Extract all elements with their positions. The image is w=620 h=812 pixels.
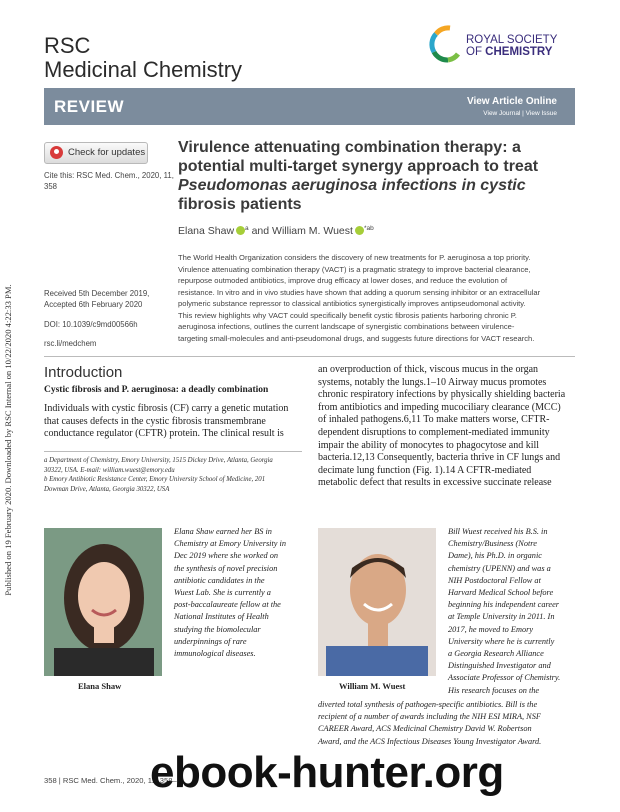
rsc-logo-icon bbox=[428, 24, 462, 64]
footnote-divider bbox=[44, 451, 302, 452]
article-title: Virulence attenuating combination therapy: a potential multi-target synergy approach to treat Pseudomonas aeruginosa infections in cystic fibrosis patients bbox=[178, 139, 539, 213]
author-caption: William M. Wuest bbox=[339, 681, 406, 691]
author-photo-elana-shaw bbox=[44, 528, 162, 676]
crossmark-icon bbox=[50, 146, 63, 159]
page-footer: 358 | RSC Med. Chem., 2020, 11, 358– bbox=[44, 776, 177, 785]
article-type-label: REVIEW bbox=[54, 97, 125, 116]
subsection-heading: Cystic fibrosis and P. aeruginosa: a deadly combination bbox=[44, 385, 269, 395]
portrait-image bbox=[318, 528, 436, 676]
journal-name[interactable]: RSC Medicinal Chemistry bbox=[44, 33, 243, 82]
journal-link[interactable]: rsc.li/medchem bbox=[44, 339, 97, 348]
author-bio-elana-shaw: Elana Shaw earned her BS in Chemistry at Emory University in Dec 2019 where she worked on the synthesis of novel precision antibiotic candidates in the Wuest Lab. She is currently a post-baccalaureate fellow at the National Institutes of Health studying the biomolecular underpinnings of rare immunological diseases. bbox=[174, 527, 286, 659]
body-text-right: an overproduction of thick, viscous mucus in the organ systems, notably the lungs.1–10 Airway mucus promotes chronic respiratory infections by physically shielding bacteria from antibiotics and impeding mucociliary clearance (MCC) of inhaled pathogens.6,11 To make matters worse, CFTR- dependent disruptions to complement-mediated immunity impair the ability of monocytes to phagocytose and kill bacteria.12,13 Consequently, bacteria thrive in CF lungs and decimate lung function (Fig. 1).14 A CFTR-mediated metabolic defect that results in excessive succinate release bbox=[318, 364, 566, 489]
watermark-text: ebook-hunter.org bbox=[150, 748, 504, 797]
rsc-logo-text: ROYAL SOCIETY OF CHEMISTRY bbox=[466, 34, 558, 58]
author-list: Elana Shaw $^a$ and William M. Wuest $^{*ab}$ bbox=[178, 225, 374, 237]
publication-stamp: Published on 19 February 2020. Downloaded by RSC Internal on 10/22/2020 4:22:33 PM. bbox=[3, 284, 13, 596]
affiliation-footnotes: a Department of Chemistry, Emory University, 1515 Dickey Drive, Atlanta, Georgia 30322, USA. E-mail: william.wuest@emory.edu b Emory Antibiotic Resistance Center, Emory University School of Medicine, 201 Dowman Drive, Atlanta, Georgia 30322, USA bbox=[44, 457, 273, 493]
doi[interactable]: DOI: 10.1039/c9md00566h bbox=[44, 320, 138, 329]
journal-issue-links[interactable]: View Journal | View Issue bbox=[483, 110, 557, 117]
divider bbox=[44, 356, 575, 357]
received-accepted-dates: Received 5th December 2019, Accepted 6th February 2020 bbox=[44, 289, 150, 309]
orcid-icon[interactable] bbox=[236, 226, 245, 235]
orcid-icon[interactable] bbox=[355, 226, 364, 235]
article-type-banner bbox=[44, 88, 575, 125]
check-for-updates-button[interactable]: Check for updates bbox=[44, 142, 148, 164]
author-bio-continued: diverted total synthesis of pathogen-specific antibiotics. Bill is the recipient of a number of awards including the NIH ESI MIRA, NSF CAREER Award, ACS Medicinal Chemistry David W. Robertson Award, and the ACS Infectious Diseases Young Investigator Award. bbox=[318, 700, 542, 746]
citation: Cite this: RSC Med. Chem., 2020, 11, 358 bbox=[44, 171, 174, 191]
author-photo-william-wuest bbox=[318, 528, 436, 676]
section-heading: Introduction bbox=[44, 364, 123, 381]
rsc-logo[interactable] bbox=[428, 24, 580, 68]
author-bio-william-wuest: Bill Wuest received his B.S. in Chemistry/Business (Notre Dame), his Ph.D. in organic chemistry (UPENN) and was a NIH Postdoctoral Fellow at Harvard Medical School before beginning his independent career at Temple University in 2011. In 2017, he moved to Emory University where he is currently a Georgia Research Alliance Distinguished Investigator and Associate Professor of Chemistry. His research focuses on the bbox=[448, 527, 561, 695]
view-article-online-link[interactable]: View Article Online bbox=[466, 96, 557, 107]
author-caption: Elana Shaw bbox=[78, 681, 122, 691]
body-text-left: Individuals with cystic fibrosis (CF) carry a genetic mutation that causes defects in the cystic fibrosis transmembrane conductance regulator (CFTR) protein. The clinical result is bbox=[44, 403, 289, 440]
abstract: The World Health Organization considers the discovery of new treatments for P. aeruginosa a top priority. Virulence attenuating combination therapy (VACT) is a pragmatic strategy to improve bacterial clearance, repurpose outmoded antibiotics, improve drug efficacy at lower doses, and reduce the evolution of resistance. In vitro and in vivo studies have shown that adding a quorum sensing inhibitor or an extracellular polymeric substance repressor to classical antibiotics synergistically improves antipseudomonal activity. This review highlights why VACT could specifically benefit cystic fibrosis patients harboring chronic P. aeruginosa infections, outlines the current landscape of synergistic combinations between virulence- targeting small-molecules and anti-pseudomonal drugs, and suggests future directions for VACT research. bbox=[178, 253, 541, 343]
portrait-image bbox=[44, 528, 162, 676]
